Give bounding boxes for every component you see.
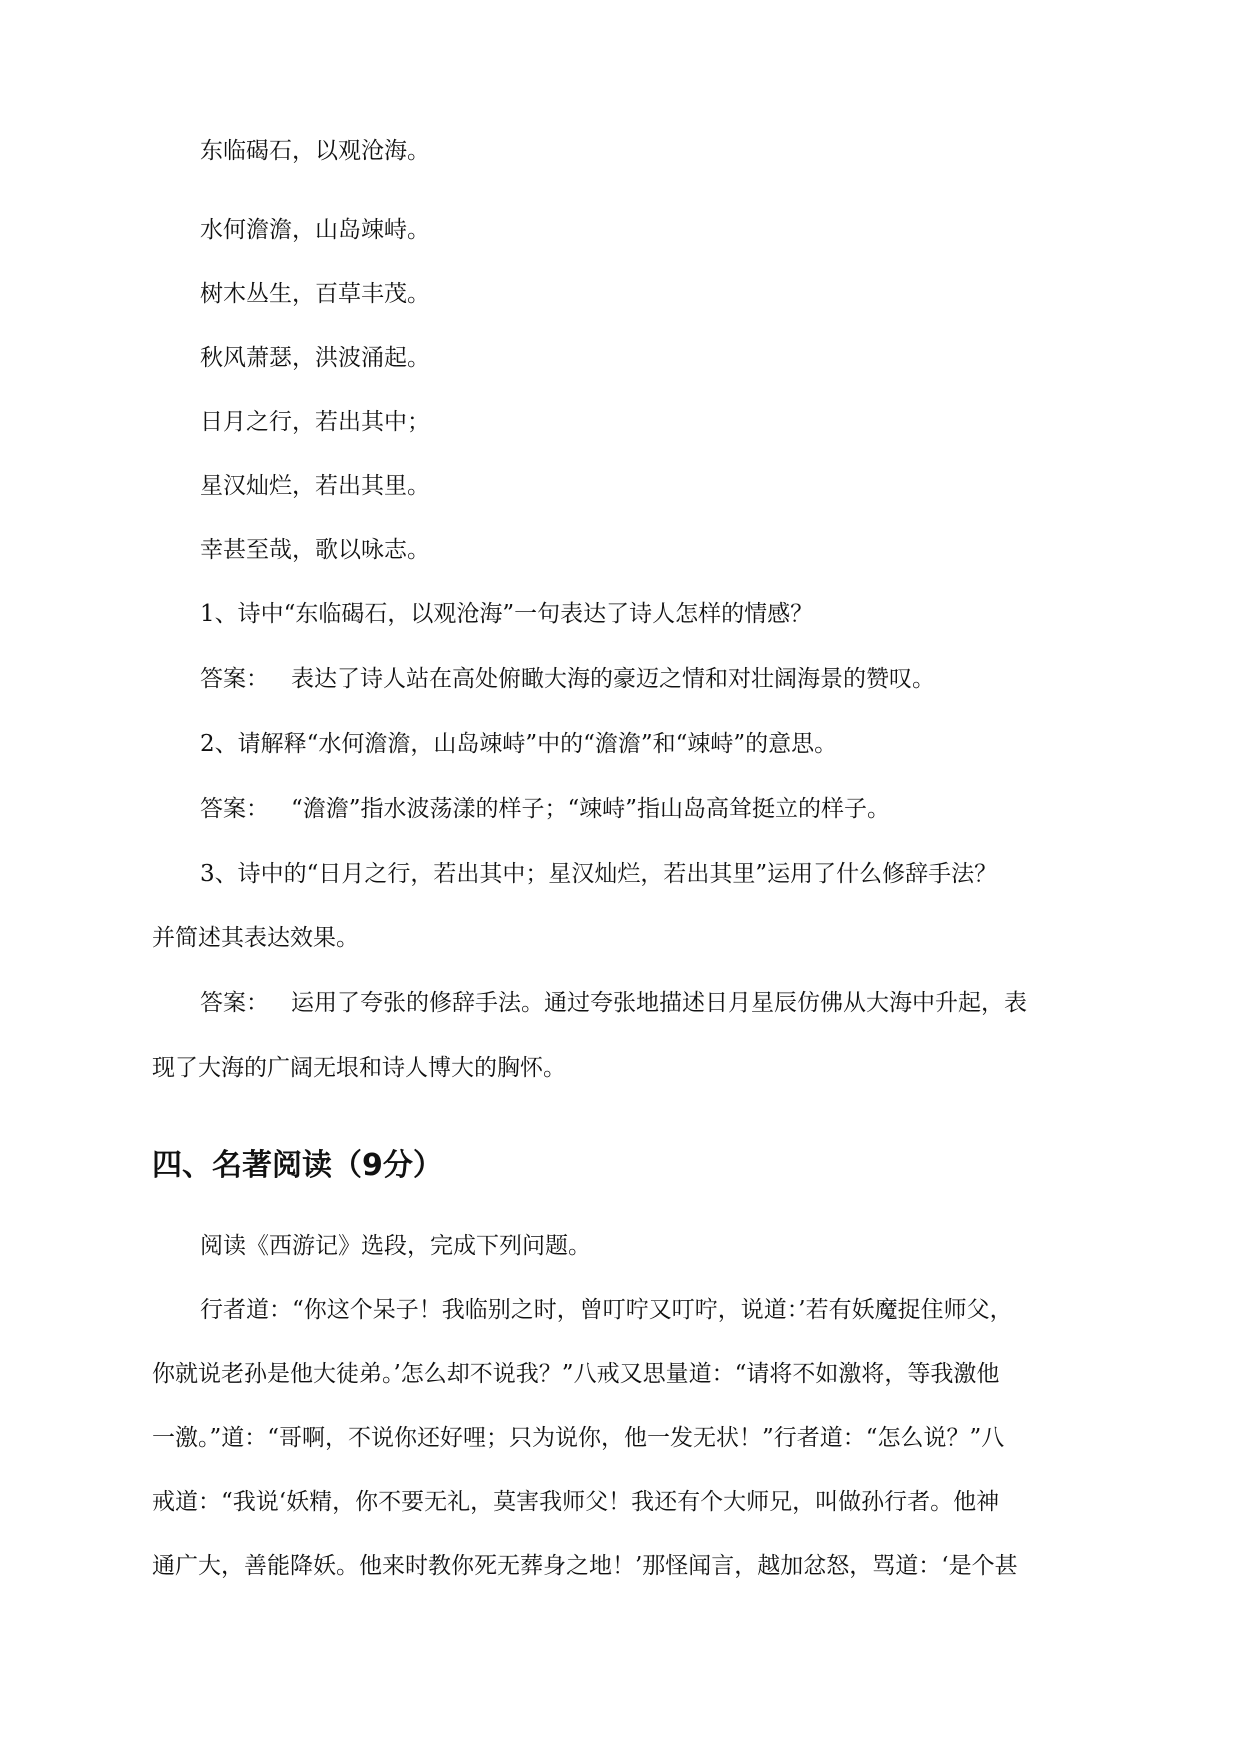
poem-line: 树木丛生，百草丰茂。 — [200, 281, 430, 307]
answer-3-line-1 — [200, 987, 1027, 1019]
answer-3-line-2: 现了大海的广阔无垠和诗人博大的胸怀。 — [152, 1055, 566, 1081]
answer-text: 运用了夸张的修辞手法。通过夸张地描述日月星辰仿佛从大海中升起，表 — [291, 990, 1027, 1016]
answer-2 — [200, 793, 890, 825]
poem-line: 秋风萧瑟，洪波涌起。 — [200, 345, 430, 371]
question-3-line-2: 并简述其表达效果。 — [152, 925, 359, 951]
poem-line: 幸甚至哉，歌以咏志。 — [200, 537, 430, 563]
poem-line: 水何澹澹，山岛竦峙。 — [200, 217, 430, 243]
question-1: 1、诗中“东临碣石，以观沧海”一句表达了诗人怎样的情感？ — [200, 601, 814, 627]
answer-1 — [200, 663, 935, 695]
answer-label: 答案： — [200, 990, 269, 1016]
question-3-line-1: 3、诗中的“日月之行，若出其中；星汉灿烂，若出其里”运用了什么修辞手法？ — [200, 861, 998, 887]
passage-line: 你就说老孙是他大徒弟。’怎么却不说我？”八戒又思量道：“请将不如激将，等我激他 — [152, 1361, 1000, 1387]
answer-label: 答案： — [200, 796, 269, 822]
poem-line: 东临碣石，以观沧海。 — [200, 138, 430, 164]
answer-label: 答案： — [200, 666, 269, 692]
section-heading: 四、名著阅读（9分） — [152, 1148, 443, 1183]
passage-line: 一激。”道：“哥啊，不说你还好哩；只为说你，他一发无状！”行者道：“怎么说？”八 — [152, 1425, 1005, 1451]
answer-text: 表达了诗人站在高处俯瞰大海的豪迈之情和对壮阔海景的赞叹。 — [291, 666, 935, 692]
passage-line: 行者道：“你这个呆子！我临别之时，曾叮咛又叮咛，说道：’若有妖魔捉住师父， — [200, 1297, 1013, 1323]
poem-line: 星汉灿烂，若出其里。 — [200, 473, 430, 499]
passage-line: 戒道：“我说‘妖精，你不要无礼，莫害我师父！我还有个大师兄，叫做孙行者。他神 — [152, 1489, 1000, 1515]
question-2: 2、请解释“水何澹澹，山岛竦峙”中的“澹澹”和“竦峙”的意思。 — [200, 731, 838, 757]
poem-line: 日月之行，若出其中； — [200, 409, 430, 435]
passage-line: 通广大，善能降妖。他来时教你死无葬身之地！’那怪闻言，越加忿怒，骂道：‘是个甚 — [152, 1553, 1018, 1579]
answer-text: “澹澹”指水波荡漾的样子；“竦峙”指山岛高耸挺立的样子。 — [291, 796, 891, 822]
section-intro: 阅读《西游记》选段，完成下列问题。 — [200, 1233, 591, 1259]
